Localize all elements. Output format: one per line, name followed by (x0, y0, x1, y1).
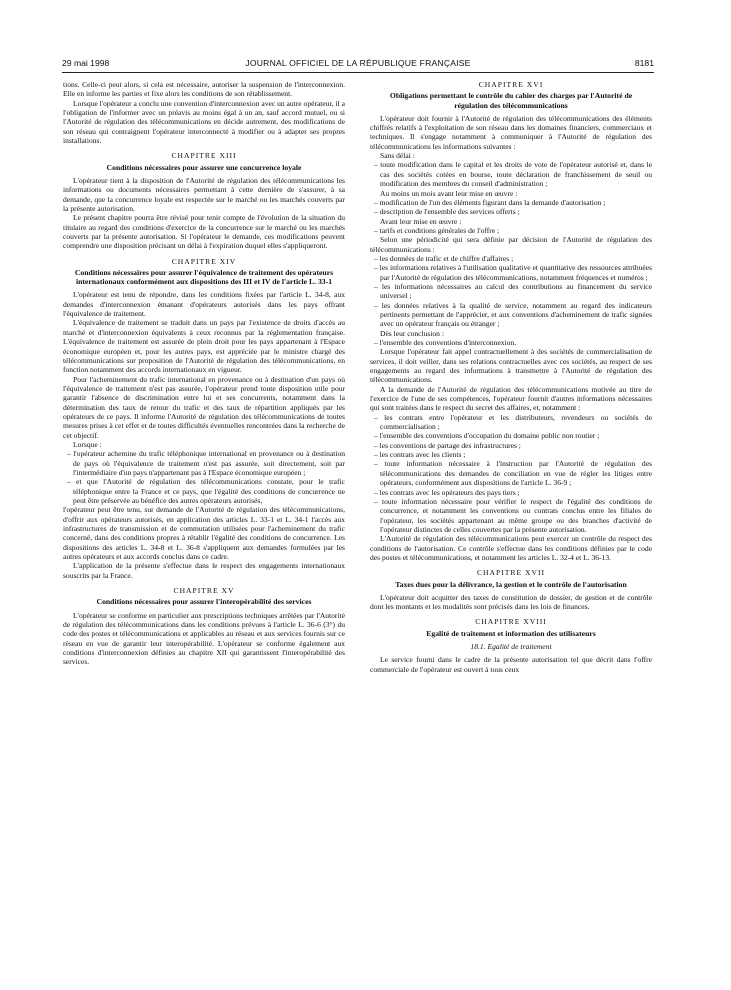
contract-list (370, 413, 652, 534)
list-item: – toute modification dans le capital et les droits de vote de l'opérateur autorisé et, dans le cas des sociétés cotées en bourse, toute déclaration de franchissement de seuil ou modification des membres du conseil d'administration ; (374, 160, 652, 189)
paragraph: tions. Celle-ci peut alors, si cela est nécessaire, autoriser la suspension de l'interconnexion. Elle en informe les parties et fixe alors les conditions de son rétablissement. (63, 80, 345, 99)
paragraph: L'application de la présente s'effectue dans le respect des engagements internationaux souscrits par la France. (63, 561, 345, 580)
chapter-heading-16: CHAPITRE XVI (478, 80, 544, 89)
chapter-heading-13: CHAPITRE XIII (171, 151, 237, 161)
list-item: – les contrats avec les opérateurs des pays tiers ; (374, 487, 520, 497)
list-item: – les contrats entre l'opérateur et les distributeurs, revendeurs ou sociétés de commercialisation ; (374, 412, 652, 432)
list-item: – toute information nécessaire à l'instruction par l'Autorité de régulation des télécommunications des demandes de conciliation en vue de régler les litiges entre opérateurs, conformément aux dispositions de l'article L. 36-9 ; (374, 459, 652, 488)
list-item: – modification de l'un des éléments figurant dans la demande d'autorisation ; (374, 197, 606, 207)
header-date: 29 mai 1998 (62, 58, 110, 68)
info-list (370, 226, 652, 235)
list-heading: Au moins un mois avant leur mise en œuvre : (380, 188, 518, 198)
paragraph: l'opérateur peut être tenu, sur demande de l'Autorité de régulation des télécommunications, d'offrir aux opérateurs autorisés, en application des articles L. 33-1 et L. 34-1 l'accès aux infrastructures de transmission et de commutation utilisées pour l'acheminement du trafic concerné, dans des conditions propres à rétablir l'égalité des conditions de concurrence. Les dispositions des articles L. 34-8 et L. 36-8 s'appliquent aux demandes formulées par les autres opérateurs et aux accords conclus dans ce cadre. (63, 505, 345, 562)
chapter-title-16: Obligations permettant le contrôle du cahier des charges par l'Autorité de régulation des télécommunications (389, 91, 633, 110)
chapter-title-15: Conditions nécessaires pour assurer l'interopérabilité des services (96, 597, 312, 607)
chapter-heading-14: CHAPITRE XIV (171, 256, 237, 266)
list-item: – l'ensemble des conventions d'interconnexion. (374, 338, 517, 347)
paragraph: Le présent chapitre pourra être révisé pour tenir compte de l'évolution de la situation du titulaire au regard des conditions d'exercice de la concurrence sur le marché ou les marchés couverts par la présente autorisation. Si l'opérateur le demande, ces modifications peuvent comprendre une disposition précisant un délai à l'expiration duquel elles s'appliqueront. (63, 213, 345, 251)
chapter-title-18: Egalité de traitement et information des utilisateurs (426, 628, 596, 638)
paragraph: Pour l'acheminement du trafic international en provenance ou à destination d'un pays où l'équivalence de traitement n'est pas assurée, l'opérateur prend toute disposition utile pour garantir l'absence de discrimination entre lui et ses concurrents, notamment dans la détermination des taux de retour du trafic et des taux de répartition appliqués par les opérateurs de ce pays. Il informe l'Autorité de régulation des télécommunications de toutes mesures prises à cet effet et de toutes difficultés éventuelles rencontrées dans la recherche de cet objectif. (63, 374, 345, 440)
chapter-heading-18: CHAPITRE XVIII (475, 617, 547, 627)
journal-title: JOURNAL OFFICIEL DE LA RÉPUBLIQUE FRANÇAISE (245, 58, 471, 68)
paragraph: L'opérateur se conforme en particulier aux prescriptions techniques arrêtées par l'Autorité de régulation des télécommunications dans les conditions prévues à l'article L. 36-6 (3°) du code des postes et télécommunications et applicables au réseau et aux services fournis sur ce réseau en vue de garantir leur interopérabilité. L'opérateur se conforme également aux conditions d'interconnexion définies au chapitre XII qui garantissent l'interopérabilité des services. (63, 610, 345, 667)
info-list (370, 338, 652, 347)
paragraph: L'équivalence de traitement se traduit dans un pays par l'existence de droits d'accès au marché et d'interconnexion équivalents à ceux reconnus par la réglementation française. L'équivalence de traitement est assurée de plein droit pour les pays appartenant à l'Espace économique européen et, pour les autres pays, est appréciée par le ministre chargé des télécommunications sur proposition de l'Autorité de régulation des télécommunications, en fonction notamment des accords internationaux en vigueur. (63, 318, 345, 375)
paragraph: L'opérateur tient à la disposition de l'Autorité de régulation des télécommunications les informations ou documents nécessaires permettant à cette dernière de s'assurer, à sa demande, que la concurrence loyale est respectée sur le marché ou les marchés couverts par la présente autorisation. (63, 175, 345, 213)
list-item: – les données relatives à la qualité de service, notamment au regard des indicateurs pertinents permettant de l'apprécier, et aux conventions d'acheminement de trafic signées avec un opérateur français ou étranger ; (374, 300, 652, 329)
list-item: – les contrats avec les clients ; (374, 450, 466, 460)
paragraph: Lorsque l'opérateur a conclu une convention d'interconnexion avec un autre opérateur, il a l'obligation de l'informer avec un préavis au moins égal à un an, sauf accord mutuel, ou si l'Autorité de régulation des télécommunications en décide autrement, des modifications de son réseau qui contraignent l'opérateur interconnecté à modifier ou à adapter ses propres installations. (63, 98, 345, 146)
page-number: 8181 (634, 58, 654, 68)
chapter-title-14: Conditions nécessaires pour assurer l'équivalence de traitement des opérateurs internationaux conformément aux dispositions des III et IV de l'article L. 33-1 (74, 268, 334, 287)
list-item: – toute information nécessaire pour vérifier le respect de l'égalité des conditions de concurrence, et notamment les conventions ou contrats conclus entre les filiales de l'opérateur, les sociétés appartenant au même groupe ou des branches d'activité de l'opérateur distinctes de celles couvertes par la présente autorisation. (374, 496, 652, 534)
list-item: – tarifs et conditions générales de l'offre ; (374, 225, 500, 235)
list-heading: Avant leur mise en œuvre : (380, 216, 462, 226)
section-heading-18-1: 18.1. Egalité de traitement (470, 642, 552, 652)
list-heading: Dès leur conclusion : (380, 328, 444, 338)
list-heading: Selon une périodicité qui sera définie par décision de l'Autorité de régulation des télécommunications : (370, 235, 652, 254)
condition-list (63, 449, 345, 505)
right-column (370, 80, 652, 674)
chapter-title-13: Conditions nécessaires pour assurer une concurrence loyale (106, 162, 302, 172)
paragraph: L'Autorité de régulation des télécommunications peut exercer un contrôle du respect des conditions de l'autorisation. Ce contrôle s'effectue dans les conditions définies par le code des postes et télécommunications, et notamment les articles L. 32-4 et L. 36-13. (370, 534, 652, 562)
list-item: – les informations relatives à l'utilisation qualitative et quantitative des ressources attribuées par l'Autorité de régulation des télécommunications, notamment fréquences et numéros ; (374, 263, 652, 282)
list-item: – l'opérateur achemine du trafic téléphonique international en provenance ou à destination de pays où l'équivalence de traitement n'est pas assurée, soit directement, soit par l'intermédiaire d'un pays n'appartenant pas à l'Espace économique européen ; (67, 449, 345, 477)
page-header (62, 58, 654, 72)
info-list (370, 198, 652, 217)
list-item: – les informations nécessaires au calcul des contributions au financement du service universel ; (374, 281, 652, 301)
info-list (370, 160, 652, 188)
left-column (63, 80, 345, 667)
list-item: – et que l'Autorité de régulation des télécommunications constate, pour le trafic téléphonique entre la France et ce pays, que l'égalité des conditions de concurrence ne peut être préservée au bénéfice des autres opérateurs autorisés, (67, 477, 345, 506)
list-heading: Sans délai : (380, 151, 415, 161)
paragraph: A la demande de l'Autorité de régulation des télécommunications motivée au titre de l'exercice de l'une de ses compétences, l'opérateur fournit d'autres informations nécessaires qui sont traitées dans le respect du secret des affaires, et, notamment : (370, 384, 652, 413)
list-item: – l'ensemble des conventions d'occupation du domaine public non routier ; (374, 431, 600, 441)
paragraph: L'opérateur est tenu de répondre, dans les conditions fixées par l'article L. 34-8, aux demandes d'interconnexion émanant d'opérateurs autorisés dans les pays offrant l'équivalence de traitement. (63, 290, 345, 319)
header-rule (62, 72, 654, 73)
paragraph: Lorsque : (73, 439, 102, 449)
list-item: – description de l'ensemble des services offerts ; (374, 207, 520, 217)
paragraph: Lorsque l'opérateur fait appel contractuellement à des sociétés de commercialisation de services, il doit veiller, dans ses relations contractuelles avec ces sociétés, au respect de ses engagements au regard des informations à transmettre à l'Autorité de régulation des télécommunications. (370, 347, 652, 385)
paragraph: L'opérateur doit fournir à l'Autorité de régulation des télécommunications des éléments chiffrés relatifs à l'exploitation de son réseau dans les domaines financiers, commerciaux et techniques. Il s'engage notamment à communiquer à l'Autorité de régulation des télécommunications les informations suivantes : (370, 113, 652, 151)
chapter-heading-17: CHAPITRE XVII (476, 568, 546, 578)
info-list (370, 254, 652, 329)
paragraph: Le service fourni dans le cadre de la présente autorisation tel que décrit dans l'offre commerciale de l'opérateur est ouvert à tous ceux (370, 655, 652, 674)
list-item: – les conventions de partage des infrastructures ; (374, 440, 521, 450)
chapter-title-17: Taxes dues pour la délivrance, la gestion et le contrôle de l'autorisation (395, 579, 627, 589)
paragraph: L'opérateur doit acquitter des taxes de constitution de dossier, de gestion et de contrôle dont les montants et les modalités sont précisés dans les lois de finances. (370, 592, 652, 612)
chapter-heading-15: CHAPITRE XV (173, 586, 235, 596)
list-item: – les données de trafic et de chiffre d'affaires ; (374, 253, 514, 263)
